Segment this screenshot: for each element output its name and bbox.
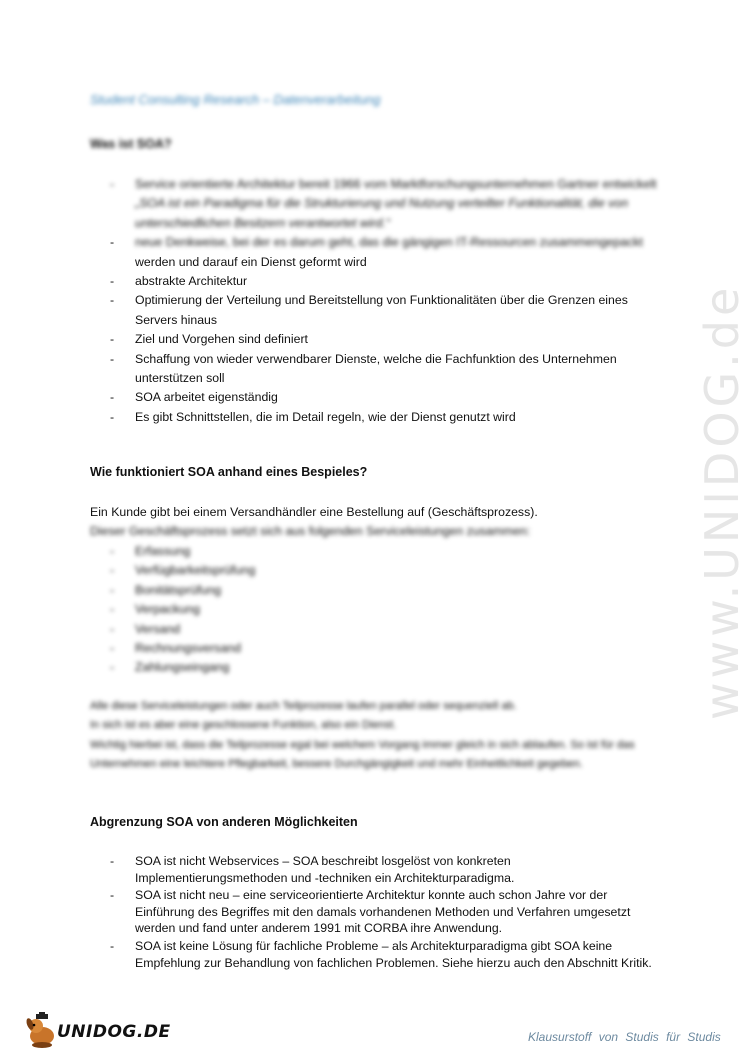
list-item: - Rechnungsversand <box>110 639 660 658</box>
list-item: - Optimierung der Verteilung und Bereitstellung von Funktionalitäten über die Grenzen eines Servers hinaus <box>110 291 660 330</box>
section2-intro: Ein Kunde gibt bei einem Versandhändler eine Bestellung auf (Geschäftsprozess). <box>90 505 538 519</box>
section1-heading: Was ist SOA? <box>90 137 172 151</box>
list-item: - SOA ist nicht Webservices – SOA beschreibt losgelöst von konkreten Implementierungsmethoden und -techniken ein Architekturparadigma. <box>110 853 655 886</box>
list-item: - Schaffung von wieder verwendbarer Dienste, welche die Fachfunktion des Unternehmen unterstützen soll <box>110 350 660 389</box>
list-item: - Es gibt Schnittstellen, die im Detail regeln, wie der Dienst genutzt wird <box>110 408 660 427</box>
list-item: - Zahlungseingang <box>110 658 660 677</box>
logo-text: UNIDOG.DE <box>57 1022 171 1042</box>
list-item: - Versand <box>110 620 660 639</box>
list-item <box>110 175 660 233</box>
section2-para2: In sich ist es aber eine geschlossene Funktion, also ein Dienst. <box>90 719 397 731</box>
section2-para3: Wichtig hierbei ist, dass die Teilprozesse egal bei welchem Vorgang immer gleich in sich ablaufen. So ist für das Unternehmen eine leichtere Pflegbarkeit, bessere Durchgängigkeit und mehr Einheitlichkeit gegeben. <box>90 739 635 771</box>
section2-heading: Wie funktioniert SOA anhand eines Bespieles? <box>90 465 368 479</box>
section2-list <box>110 542 660 678</box>
list-item: - abstrakte Architektur <box>110 272 660 291</box>
list-item: - Ziel und Vorgehen sind definiert <box>110 330 660 349</box>
section2-intro2: Dieser Geschäftsprozess setzt sich aus folgenden Serviceleistungen zusammen: <box>90 524 531 538</box>
list-item: - Erfassung <box>110 542 660 561</box>
list-item-text: Service orientierte Architektur bereit 1966 vom Marktforschungsunternehmen Gartner entwickelt <box>135 177 657 191</box>
list-item: - SOA ist nicht neu – eine serviceorientierte Architektur konnte auch schon Jahre vor der Einführung des Begriffes mit den damals vorhandenen Methoden und Verfahren umgesetzt werden und fand unter anderem 1991 mit CORBA ihre Anwendung. <box>110 887 655 937</box>
section1-list <box>110 175 660 427</box>
list-item: - SOA ist keine Lösung für fachliche Probleme – als Architekturparadigma gibt SOA keine Empfehlung zur Behandlung von fachlichen Problemen. Siehe hierzu auch den Abschnitt Kritik. <box>110 938 655 971</box>
list-item: - SOA arbeitet eigenständig <box>110 388 660 407</box>
watermark: www.UNIDOG.de <box>695 283 749 720</box>
list-item <box>110 233 660 272</box>
list-item-quote: „SOA ist ein Paradigma für die Strukturierung und Nutzung verteilter Funktionalität, die von unterschiedlichen Besitzern verantwortet wird.“ <box>135 196 629 230</box>
section3-list <box>110 853 655 971</box>
list-item: - Verfügbarkeitsprüfung <box>110 561 660 580</box>
list-item: - Verpackung <box>110 600 660 619</box>
document-title: Student Consulting Research – Datenverarbeitung <box>90 92 381 107</box>
section3-heading: Abgrenzung SOA von anderen Möglichkeiten <box>90 815 358 829</box>
list-item: - Bonitätsprüfung <box>110 581 660 600</box>
list-item-text-blurred: - neue Denkweise, bei der es darum geht, das die gängigen IT-Ressourcen zusammengepackt <box>135 235 643 250</box>
footer-slogan: Klausurstoff von Studis für Studis <box>528 1030 721 1044</box>
list-item-text: werden und darauf ein Dienst geformt wird <box>135 254 367 269</box>
section2-para1: Alle diese Serviceleistungen oder auch Teilprozesse laufen parallel oder sequenziell ab. <box>90 700 517 712</box>
